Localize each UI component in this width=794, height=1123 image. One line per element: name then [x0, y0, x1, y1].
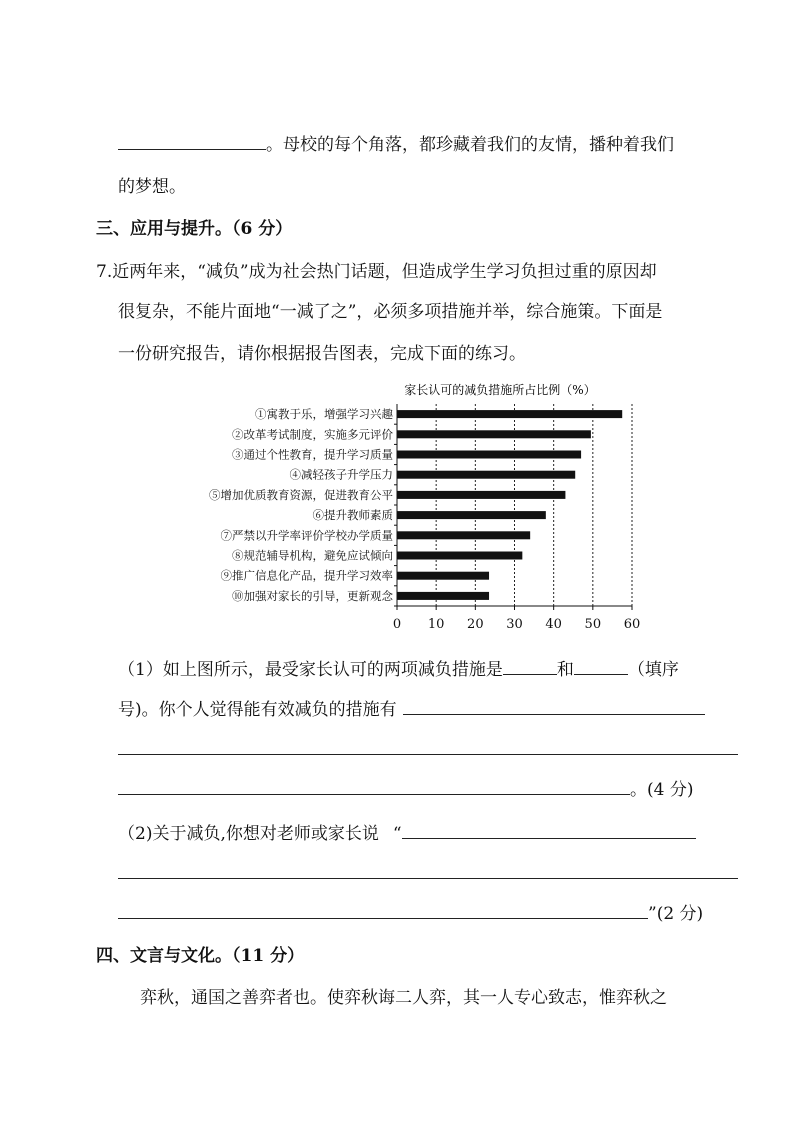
sub2-quote-open: “ — [392, 824, 402, 844]
bar — [397, 531, 530, 539]
x-tick-label: 30 — [506, 617, 523, 632]
bar — [397, 592, 489, 600]
x-tick-label: 60 — [623, 617, 641, 632]
sub1-line-4 — [118, 778, 693, 801]
category-label: ②改革考试制度，实施多元评价 — [232, 427, 393, 442]
answer-blank-line[interactable] — [118, 738, 738, 755]
sub1-prefix: （1）如上图所示，最受家长认可的两项减负措施是 — [118, 660, 503, 680]
bar — [397, 552, 522, 560]
sub2-line-3 — [118, 902, 703, 925]
x-tick-label: 20 — [467, 617, 484, 632]
chart-title: 家长认可的减负措施所占比例（%） — [404, 383, 596, 397]
sub1-suffix: （填序 — [627, 660, 679, 680]
sub1-and: 和 — [556, 660, 574, 680]
section-3-heading: 三、应用与提升。（6 分） — [96, 219, 293, 239]
sub1-part-b: 号)。你个人觉得能有效减负的措施有 — [118, 700, 397, 720]
bar — [397, 471, 575, 479]
answer-blank[interactable] — [118, 133, 266, 150]
sub1-end: 。(4 分) — [630, 780, 694, 800]
sub1-line-2 — [118, 698, 705, 721]
category-label: ①寓教于乐，增强学习兴趣 — [255, 407, 393, 422]
bar — [397, 451, 581, 459]
continuation-line-1 — [118, 133, 674, 156]
category-label: ⑤增加优质教育资源，促进教育公平 — [209, 487, 393, 502]
answer-blank-line[interactable] — [118, 862, 738, 879]
category-label: ⑩加强对家长的引导，更新观念 — [232, 588, 393, 603]
answer-blank-line[interactable] — [118, 778, 630, 795]
q7-line-2: 很复杂，不能片面地“一减了之”，必须多项措施并举，综合施策。下面是 — [118, 302, 663, 322]
bar — [397, 430, 591, 438]
category-label: ⑥提升教师素质 — [312, 508, 393, 523]
sub2-end: ”(2 分) — [648, 904, 704, 924]
category-label: ④减轻孩子升学压力 — [289, 467, 393, 482]
bar — [397, 410, 622, 418]
category-label: ⑧规范辅导机构，避免应试倾向 — [232, 548, 393, 563]
bar — [397, 491, 565, 499]
continuation-text-1: 。母校的每个角落，都珍藏着我们的友情，播种着我们 — [266, 135, 674, 155]
sub1-line-3 — [118, 738, 738, 761]
bar — [397, 572, 489, 580]
x-tick-label: 40 — [545, 617, 562, 632]
answer-blank-measures[interactable] — [403, 698, 705, 715]
answer-blank-second[interactable] — [574, 658, 628, 675]
q7-line-1: 7.近两年来，“减负”成为社会热门话题，但造成学生学习负担过重的原因却 — [96, 262, 657, 282]
category-label: ⑦严禁以升学率评价学校办学质量 — [220, 528, 393, 543]
x-tick-label: 50 — [584, 617, 602, 632]
answer-blank-line[interactable] — [118, 902, 648, 919]
x-tick-label: 0 — [392, 617, 402, 632]
sub2-line-1 — [118, 822, 696, 845]
continuation-line-2: 的梦想。 — [118, 177, 186, 197]
bar — [397, 511, 546, 519]
classical-text: 弈秋，通国之善弈者也。使弈秋诲二人弈，其一人专心致志，惟弈秋之 — [140, 988, 667, 1008]
category-label: ⑨推广信息化产品，提升学习效率 — [220, 568, 393, 583]
bar-chart — [160, 372, 660, 642]
category-label: ③通过个性教育，提升学习质量 — [232, 447, 393, 462]
sub1-line-1 — [118, 658, 679, 681]
q7-line-3: 一份研究报告，请你根据报告图表，完成下面的练习。 — [118, 344, 526, 364]
answer-blank-message[interactable] — [402, 822, 696, 839]
section-4-heading: 四、文言与文化。（11 分） — [96, 946, 305, 966]
sub2-prefix: （2)关于减负,你想对老师或家长说 — [118, 824, 379, 844]
sub2-line-2 — [118, 862, 738, 885]
answer-blank-first[interactable] — [503, 658, 557, 675]
x-tick-label: 10 — [427, 617, 445, 632]
